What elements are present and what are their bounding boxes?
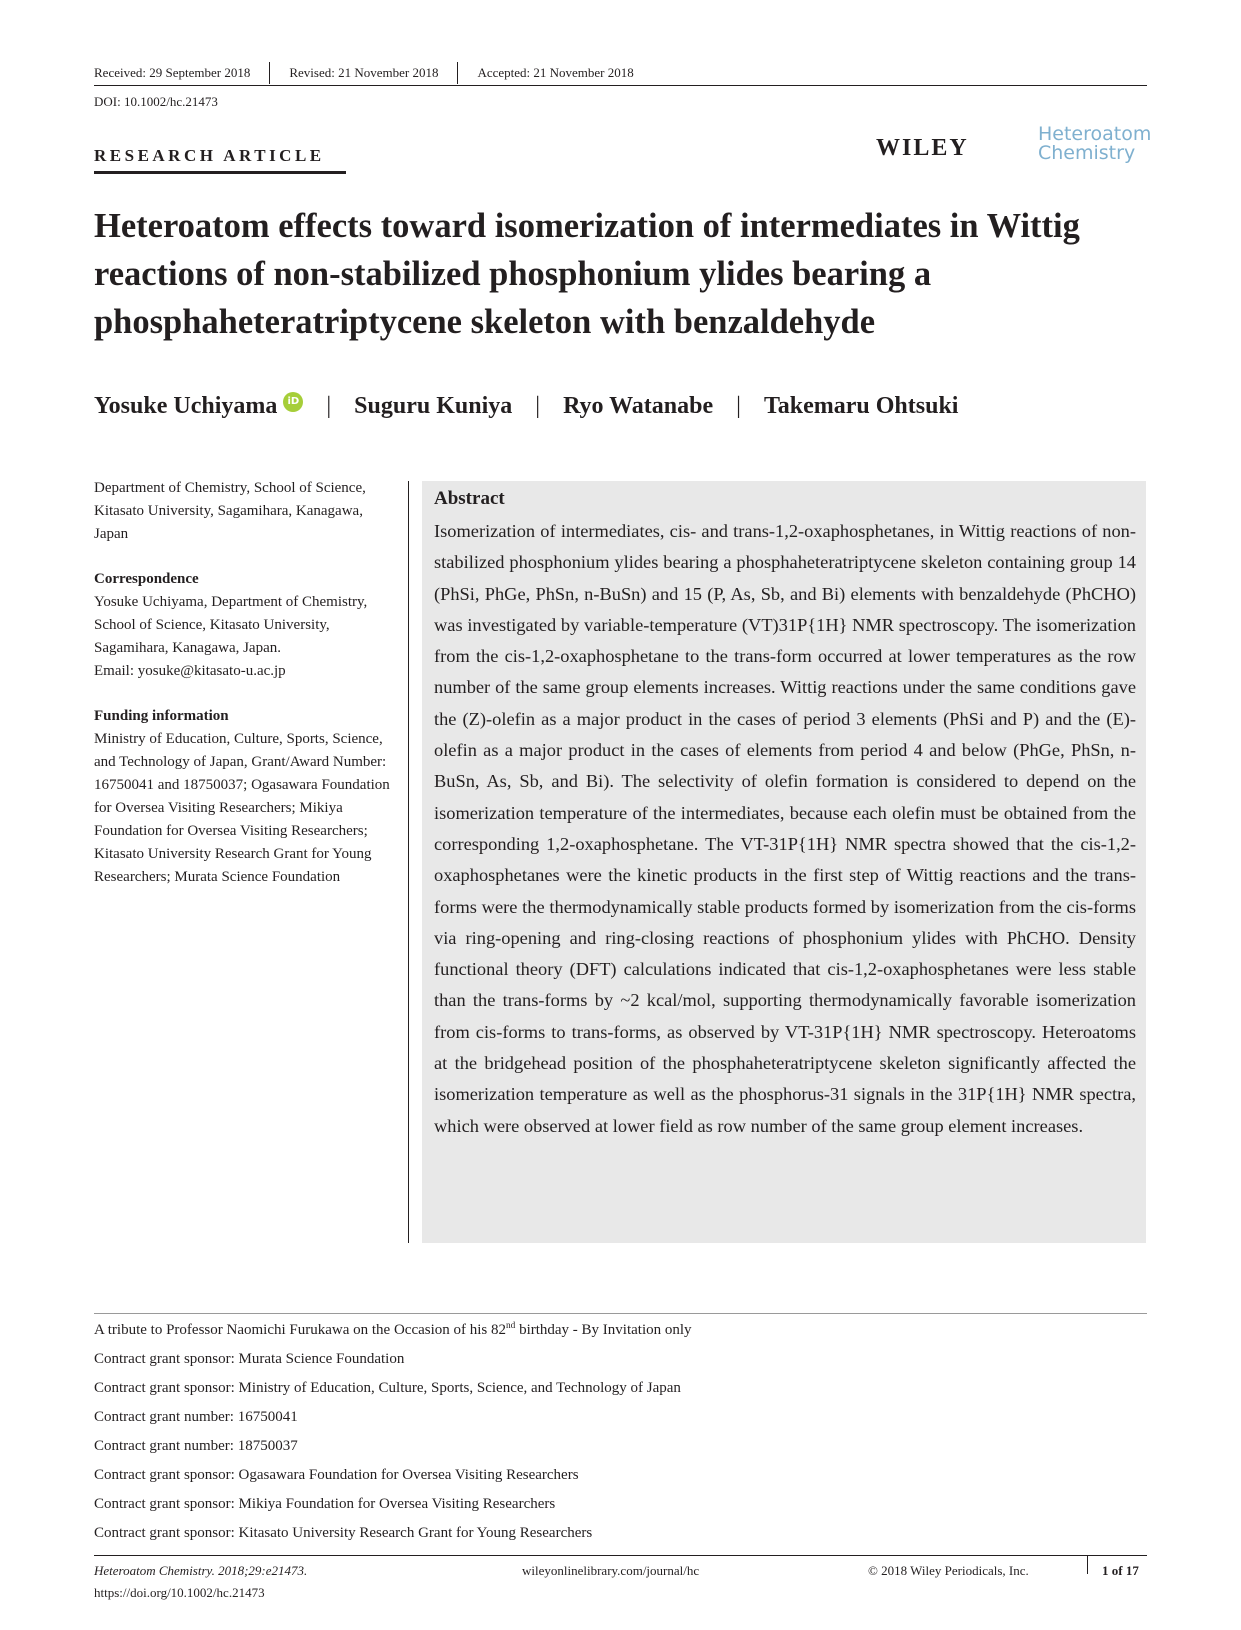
tribute-text-end: birthday - By Invitation only	[515, 1322, 692, 1338]
received-date: Received: 29 September 2018	[94, 65, 251, 80]
revised-date: Revised: 21 November 2018	[289, 65, 439, 80]
author-info-column	[94, 477, 394, 889]
author-name[interactable]: Yosuke Uchiyama	[94, 393, 278, 419]
footer-rule	[94, 1555, 1147, 1556]
journal-logo	[1038, 125, 1151, 163]
publisher-logo: WILEY	[876, 135, 969, 161]
tribute-superscript: nd	[506, 1321, 516, 1331]
footnote-rule	[94, 1313, 1147, 1314]
affiliation: Department of Chemistry, School of Science, Kitasato University, Sagamihara, Kanagawa, Japan	[94, 480, 366, 542]
copyright-notice: © 2018 Wiley Periodicals, Inc.	[868, 1563, 1029, 1578]
author-name[interactable]: Takemaru Ohtsuki	[763, 393, 959, 419]
abstract-heading: Abstract	[434, 488, 505, 509]
correspondence-text: Yosuke Uchiyama, Department of Chemistry, School of Science, Kitasato University, Sagamihara, Kanagawa, Japan.	[94, 594, 368, 656]
author-name[interactable]: Suguru Kuniya	[354, 393, 513, 419]
footnote-line: Contract grant sponsor: Ministry of Education, Culture, Sports, Science, and Technology of Japan	[94, 1380, 681, 1396]
footer-citation-block	[94, 1560, 307, 1604]
article-dates	[94, 62, 634, 84]
footnote-line: Contract grant number: 16750041	[94, 1409, 298, 1425]
footnote-line: Contract grant sponsor: Kitasato University Research Grant for Young Researchers	[94, 1525, 593, 1541]
correspondence-heading: Correspondence	[94, 571, 199, 587]
page-number: 1 of 17	[1102, 1563, 1139, 1578]
footnote-line: Contract grant sponsor: Murata Science Foundation	[94, 1351, 405, 1367]
header-rule	[94, 85, 1147, 86]
journal-logo-line1: Heteroatom	[1038, 123, 1152, 145]
author-separator: |	[326, 393, 332, 419]
footer-divider	[1087, 1556, 1088, 1574]
footnotes	[94, 1316, 692, 1548]
orcid-icon[interactable]: iD	[283, 392, 303, 412]
footnote-line: Contract grant sponsor: Ogasawara Foundation for Oversea Visiting Researchers	[94, 1467, 579, 1483]
abstract-text: Isomerization of intermediates, cis- and trans-1,2-oxaphosphetanes, in Wittig reactions of non-stabilized phosphonium ylides bearing a phosphaheteratriptycene skeleton containing group 14 (PhSi, PhGe, PhSn, n-BuSn) and 15 (P, As, Sb, and Bi) elements with benzaldehyde (PhCHO) was investigated by variable-temperature (VT)31P{1H} NMR spectroscopy. The isomerization from the cis-1,2-oxaphosphetane to the trans-form occurred at lower temperatures as the row number of the same group elements increases. Wittig reactions under the same conditions gave the (Z)-olefin as a major product in the cases of period 3 elements (PhSi and P) and the (E)-olefin as a major product in the cases of elements from period 4 and below (PhGe, PhSn, n-BuSn, As, Sb, and Bi). The selectivity of olefin formation is considered to depend on the isomerization temperature of the intermediates, because each olefin must be obtained from the corresponding 1,2-oxaphosphetane. The VT-31P{1H} NMR spectra showed that the cis-1,2-oxaphosphetanes were the kinetic products in the first step of Wittig reactions and the trans-forms were the thermodynamically stable products formed by isomerization from the cis-forms via ring-opening and ring-closing reactions of phosphonium ylides with PhCHO. Density functional theory (DFT) calculations indicated that cis-1,2-oxaphosphetanes were less stable than the trans-forms by ~2 kcal/mol, supporting thermodynamically favorable isomerization from cis-forms to trans-forms, as observed by VT-31P{1H} NMR spectroscopy. Heteroatoms at the bridgehead position of the phosphaheteratriptycene skeleton significantly affected the isomerization temperature as well as the phosphorus-31 signals in the 31P{1H} NMR spectra, which were observed at lower field as row number of the same group element increases.	[434, 521, 1136, 1136]
accepted-date: Accepted: 21 November 2018	[477, 65, 634, 80]
date-divider	[457, 62, 458, 84]
article-title: Heteroatom effects toward isomerization of intermediates in Wittig reactions of non-stabilized phosphonium ylides bearing a phosphaheteratriptycene skeleton with benzaldehyde	[94, 207, 1080, 341]
tribute-text: A tribute to Professor Naomichi Furukawa on the Occasion of his 82	[94, 1322, 507, 1338]
journal-logo-line2: Chemistry	[1038, 142, 1136, 164]
section-label: RESEARCH ARTICLE	[94, 146, 325, 165]
correspondence-email[interactable]: Email: yosuke@kitasato-u.ac.jp	[94, 663, 286, 679]
doi-link[interactable]: https://doi.org/10.1002/hc.21473	[94, 1585, 265, 1600]
doi-label[interactable]: DOI: 10.1002/hc.21473	[94, 94, 218, 109]
author-separator: |	[535, 393, 541, 419]
section-underline	[94, 171, 346, 174]
date-divider	[269, 62, 270, 84]
funding-heading: Funding information	[94, 708, 229, 724]
author-name[interactable]: Ryo Watanabe	[563, 393, 714, 419]
funding-text: Ministry of Education, Culture, Sports, Science, and Technology of Japan, Grant/Award Number: 16750041 and 18750037; Ogasawara Foundation for Oversea Visiting Researchers; Mikiya Foundation for Oversea Visiting Researchers; Kitasato University Research Grant for Young Researchers; Murata Science Foundation	[94, 731, 390, 885]
author-list	[94, 393, 958, 420]
journal-citation: Heteroatom Chemistry. 2018;29:e21473.	[94, 1563, 308, 1578]
author-separator: |	[736, 393, 741, 419]
journal-website-link[interactable]: wileyonlinelibrary.com/journal/hc	[522, 1563, 700, 1578]
footnote-line: Contract grant number: 18750037	[94, 1438, 298, 1454]
tribute-note	[94, 1316, 692, 1345]
footnote-line: Contract grant sponsor: Mikiya Foundation for Oversea Visiting Researchers	[94, 1496, 556, 1512]
abstract-divider	[408, 481, 409, 1243]
